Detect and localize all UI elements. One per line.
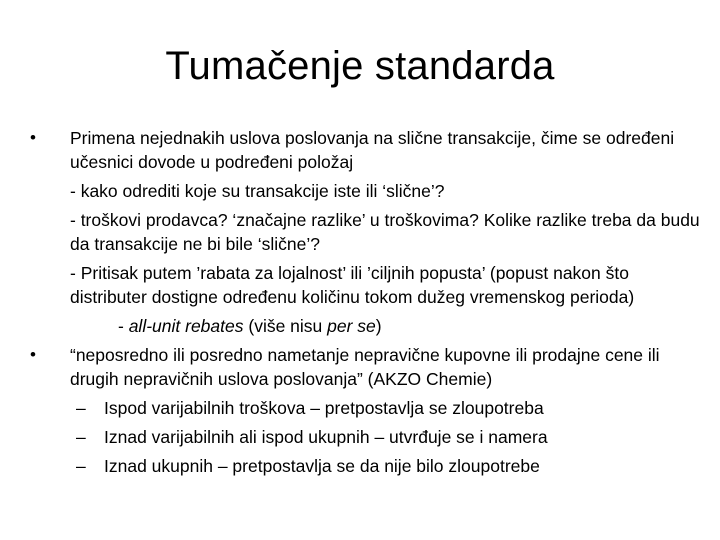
sub-line-prefix: - xyxy=(118,316,129,336)
dash-list-item xyxy=(30,425,700,449)
slide-body xyxy=(30,126,700,478)
dash-list-item xyxy=(30,454,700,478)
sub-line-middle: (više nisu xyxy=(243,316,328,336)
dash-item-text: Iznad varijabilnih ali ispod ukupnih – utvrđuje se i namera xyxy=(104,427,548,447)
bullet-marker: • xyxy=(30,128,36,147)
dash-item-text: Iznad ukupnih – pretpostavlja se da nije bilo zloupotrebe xyxy=(104,456,540,476)
sub-line-suffix: ) xyxy=(375,316,382,336)
dash-item-text: Ispod varijabilnih troškova – pretpostavlja se zloupotreba xyxy=(104,398,544,418)
dash-list-item xyxy=(30,396,700,420)
bullet-item xyxy=(30,126,700,174)
bullet-item xyxy=(30,343,700,391)
sub-line-emphasis-2: per se xyxy=(327,316,376,336)
bullet-marker: • xyxy=(30,345,36,364)
sub-line-emphasis: all-unit rebates xyxy=(128,316,244,336)
sub-line: - troškovi prodavca? ‘značajne razlike’ u troškovima? Kolike razlike treba da budu da transakcije ne bi bile ‘slične’? xyxy=(70,210,700,254)
dash-marker: – xyxy=(76,456,86,476)
dash-marker: – xyxy=(76,427,86,447)
sub-sub-line xyxy=(30,314,700,338)
sub-line: - Pritisak putem ’rabata za lojalnost’ ili ’ciljnih popusta’ (popust nakon što distributer dostigne određenu količinu tokom dužeg vremenskog perioda) xyxy=(70,263,635,307)
bullet-text: “neposredno ili posredno nametanje nepravične kupovne ili prodajne cene ili drugih nepravičnih uslova poslovanja” (AKZO Chemie) xyxy=(70,345,660,389)
sub-line: - kako odrediti koje su transakcije iste ili ‘slične’? xyxy=(70,181,445,201)
dash-marker: – xyxy=(76,398,86,418)
bullet-text: Primena nejednakih uslova poslovanja na slične transakcije, čime se određeni učesnici dovode u podređeni položaj xyxy=(70,128,675,172)
slide-title: Tumačenje standarda xyxy=(165,44,555,88)
